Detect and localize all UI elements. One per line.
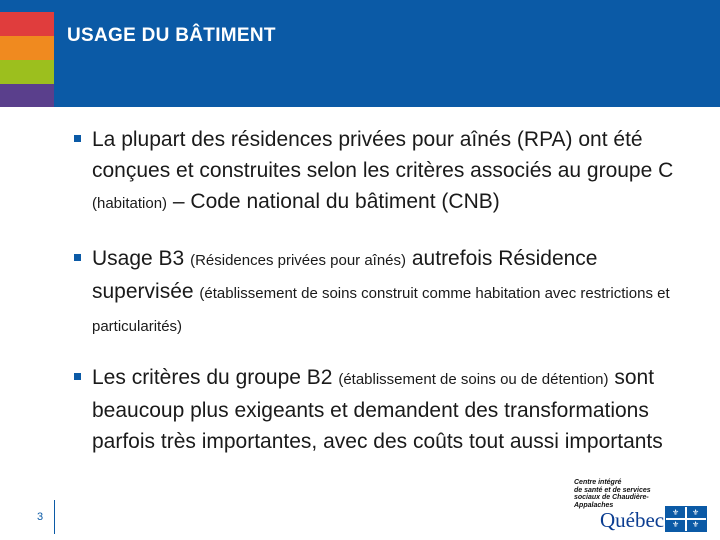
bullet-text: – Code national du bâtiment (CNB) xyxy=(172,190,500,213)
title-banner xyxy=(0,0,720,107)
bullet-item xyxy=(74,362,704,457)
logo-line: sociaux de Chaudière- xyxy=(574,494,649,501)
color-stripe-green xyxy=(0,60,54,84)
page-number: 3 xyxy=(37,511,44,523)
bullet-text: autrefois Résidence supervisée xyxy=(92,247,598,303)
page-number-box xyxy=(0,500,55,534)
bullet-list xyxy=(74,124,704,457)
bullet-square-icon xyxy=(74,373,81,380)
color-stripe-red xyxy=(0,12,54,36)
color-stripe-orange xyxy=(0,36,54,60)
bullet-note: (Résidences privées pour aînés) xyxy=(190,252,407,269)
logo-line: Appalaches xyxy=(574,501,614,509)
quebec-wordmark: Québec xyxy=(600,508,665,532)
bullet-square-icon xyxy=(74,254,81,261)
fleur-de-lis-flag-icon: ⚜ ⚜ ⚜ ⚜ xyxy=(665,506,707,532)
bullet-text: sont beaucoup plus exigeants et demandent des transformations parfois très importantes, avec des coûts tout aussi importants xyxy=(92,366,663,453)
bullet-item xyxy=(74,124,704,219)
logo-line: Centre intégré xyxy=(574,479,622,486)
cisss-logo-text xyxy=(574,479,704,509)
slide-title: USAGE DU BÂTIMENT xyxy=(67,25,276,46)
logo-line: de santé et de services xyxy=(574,486,651,494)
bullet-text: Les critères du groupe B2 xyxy=(92,366,333,389)
bullet-square-icon xyxy=(74,135,81,142)
bullet-item xyxy=(74,243,704,342)
bullet-text: La plupart des résidences privées pour aînés (RPA) ont été conçues et construites selon les critères associés au groupe C xyxy=(92,128,674,182)
color-stripe-purple xyxy=(0,84,54,107)
bullet-text: Usage B3 xyxy=(92,247,185,270)
bullet-note: (établissement de soins ou de détention) xyxy=(338,371,609,388)
bullet-note: (établissement de soins construit comme habitation avec restrictions et particularités) xyxy=(92,285,670,335)
bullet-note: (habitation) xyxy=(92,195,168,212)
